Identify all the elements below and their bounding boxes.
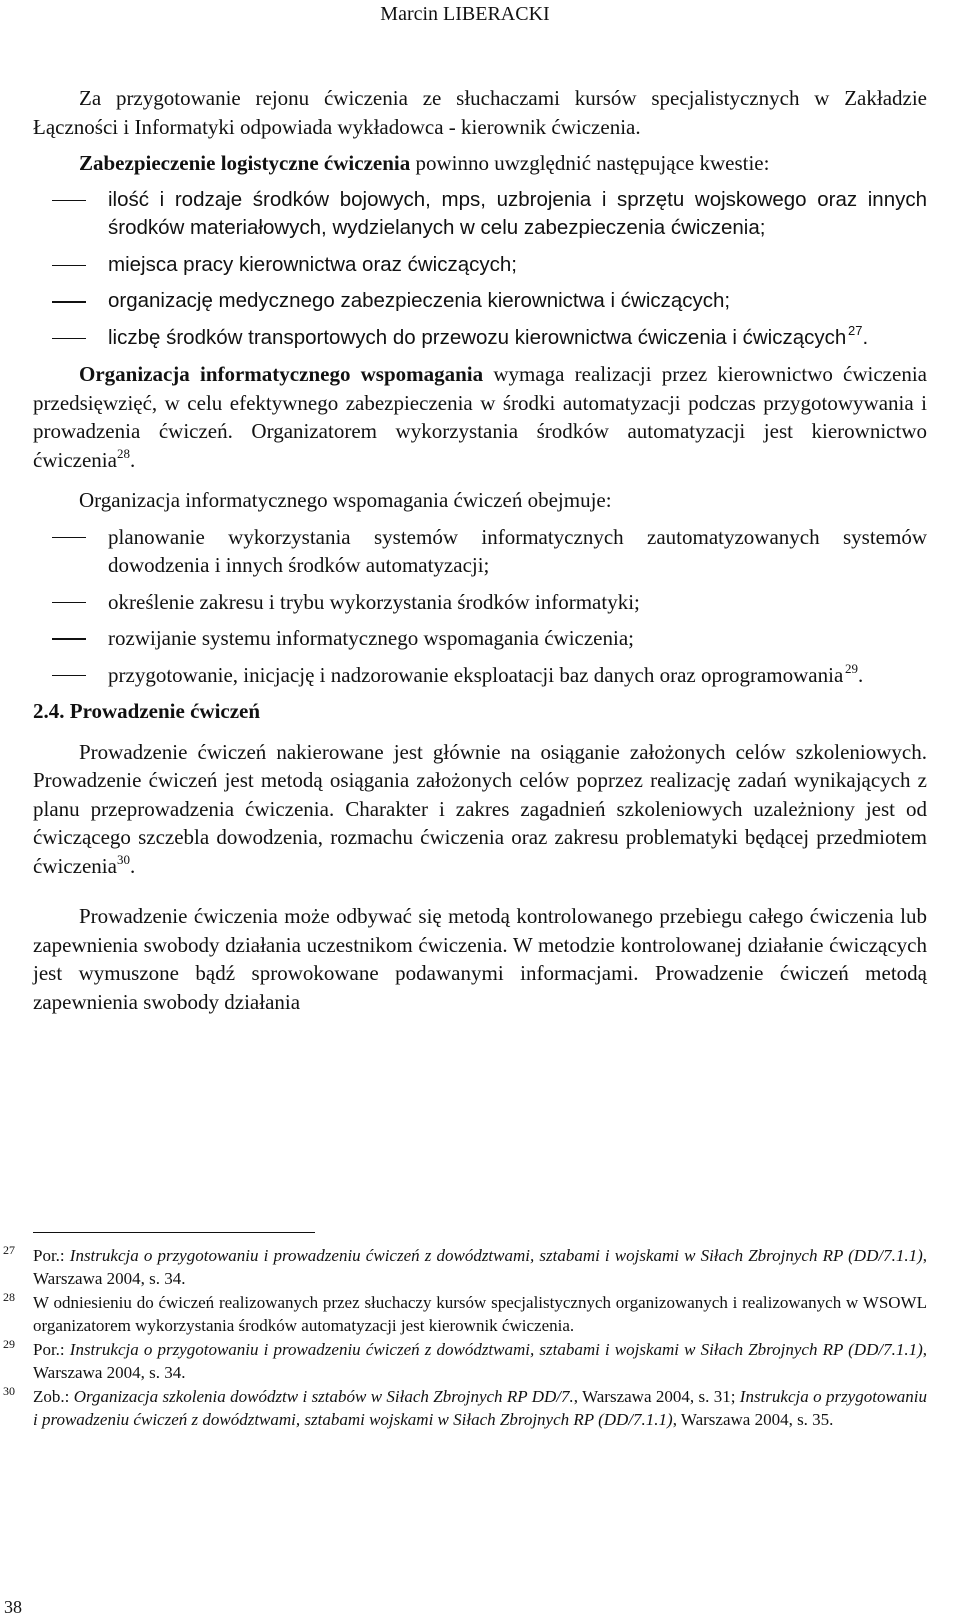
footnote-ref-30[interactable]: 30 [116, 851, 130, 867]
section-heading: 2.4. Prowadzenie ćwiczeń [33, 699, 261, 723]
footnote-number: 30 [3, 1384, 15, 1398]
bold-term-it-support: Organizacja informatycznego wspomagania [79, 362, 484, 386]
running-header: Marcin LIBERACKI [380, 3, 550, 25]
footnote-ref-27[interactable]: 27 [848, 322, 863, 338]
list-item: organizację medycznego zabezpieczenia kierownictwa i ćwiczących; [108, 287, 927, 316]
main-text [33, 84, 927, 1016]
list-item: ilość i rodzaje środków bojowych, mps, uzbrojenia i sprzętu wojskowego oraz innych środków materiałowych, wydzielanych w celu zabezpieczenia ćwiczenia; [108, 186, 927, 243]
list-item: przygotowanie, inicjację i nadzorowanie eksploatacji baz danych oraz oprogramowania $^{29}$. [108, 661, 927, 690]
footnote-separator [33, 1232, 315, 1233]
list-item: miejsca pracy kierownictwa oraz ćwiczących; [108, 251, 927, 280]
list-item: planowanie wykorzystania systemów informatycznych zautomatyzowanych systemów dowodzenia i innych środków automatyzacji; [108, 523, 927, 580]
paragraph-conduct: Prowadzenie ćwiczeń nakierowane jest głównie na osiąganie założonych celów szkoleniowych. Prowadzenie ćwiczeń jest metodą osiągania założonych celów poprzez realizację zadań wynikających z planu przeprowadzenia ćwiczenia. Charakter i zakres zagadnień szkoleniowych uzależniony jest od ćwiczącego szczebla dowodzenia, rozmachu ćwiczenia oraz zakresu problematyki będącej przedmiotem ćwiczenia$^{30}$. [33, 739, 927, 878]
paragraph-logistics [33, 149, 927, 178]
it-support-list [33, 523, 927, 690]
paragraph-preparation: Za przygotowanie rejonu ćwiczenia ze słuchaczami kursów specjalistycznych w Zakładzie Łączności i Informatyki odpowiada wykładowca - kierownik ćwiczenia. [33, 86, 927, 139]
paragraph-it-support: Organizacja informatycznego wspomagania wymaga realizacji przez kierownictwo ćwiczenia przedsięwzięć, w celu efektywnego zabezpieczenia w środki automatyzacji podczas przygotowywania i prowadzenia ćwiczeń. Organizatorem wykorzystania środków automatyzacji jest kierownictwo ćwiczenia$^{28}$. [33, 362, 927, 472]
footnote-number: 27 [3, 1243, 15, 1257]
list-item: określenie zakresu i trybu wykorzystania środków informatyki; [108, 588, 927, 617]
paragraph-methods: Prowadzenie ćwiczenia może odbywać się metodą kontrolowanego przebiegu całego ćwiczenia lub zapewnienia swobody działania uczestnikom ćwiczenia. W metodzie kontrolowanej działanie ćwiczących jest wymuszone bądź sprowokowane podawanymi informacjami. Prowadzenie ćwiczeń metodą zapewnienia swobody działania [33, 904, 927, 1014]
list-item: rozwijanie systemu informatycznego wspomagania ćwiczenia; [108, 624, 927, 653]
page-number: 38 [4, 1597, 22, 1617]
footnote-30: 30 Zob.: Organizacja szkolenia dowództw i sztabów w Siłach Zbrojnych RP DD/7., Warszawa 2004, s. 31; Instrukcja o przygotowaniu i prowadzeniu ćwiczeń z dowództwami, sztabami wojskami w Siłach Zbrojnych RP (DD/7.1.1), Warszawa 2004, s. 35. [33, 1386, 927, 1431]
footnote-27: 27 Por.: Instrukcja o przygotowaniu i prowadzeniu ćwiczeń z dowództwami, sztabami i wojskami w Siłach Zbrojnych RP (DD/7.1.1), Warszawa 2004, s. 34. [33, 1245, 927, 1290]
footnote-29: 29 Por.: Instrukcja o przygotowaniu i prowadzeniu ćwiczeń z dowództwami, sztabami i wojskami w Siłach Zbrojnych RP (DD/7.1.1), Warszawa 2004, s. 34. [33, 1339, 927, 1384]
list-item: liczbę środków transportowych do przewozu kierownictwa ćwiczenia i ćwiczących $^{27}$. [108, 324, 927, 353]
footnote-number: 28 [3, 1290, 15, 1304]
footnotes [3, 1243, 928, 1432]
footnote-number: 29 [3, 1337, 15, 1351]
paragraph-it-scope: Organizacja informatycznego wspomagania ćwiczeń obejmuje: [79, 488, 612, 512]
paragraph-logistics-rest: powinno uwzględnić następujące kwestie: [410, 151, 770, 175]
logistics-list [33, 186, 927, 353]
bold-term-logistics: Zabezpieczenie logistyczne ćwiczenia [79, 151, 411, 175]
footnote-28: 28 W odniesieniu do ćwiczeń realizowanych przez słuchaczy kursów specjalistycznych organizowanych i realizowanych w WSOWL organizatorem wykorzystania środków automatyzacji jest kierownik ćwiczenia. [33, 1292, 927, 1337]
footnote-ref-28[interactable]: 28 [116, 445, 130, 461]
footnote-ref-29[interactable]: 29 [845, 660, 859, 676]
